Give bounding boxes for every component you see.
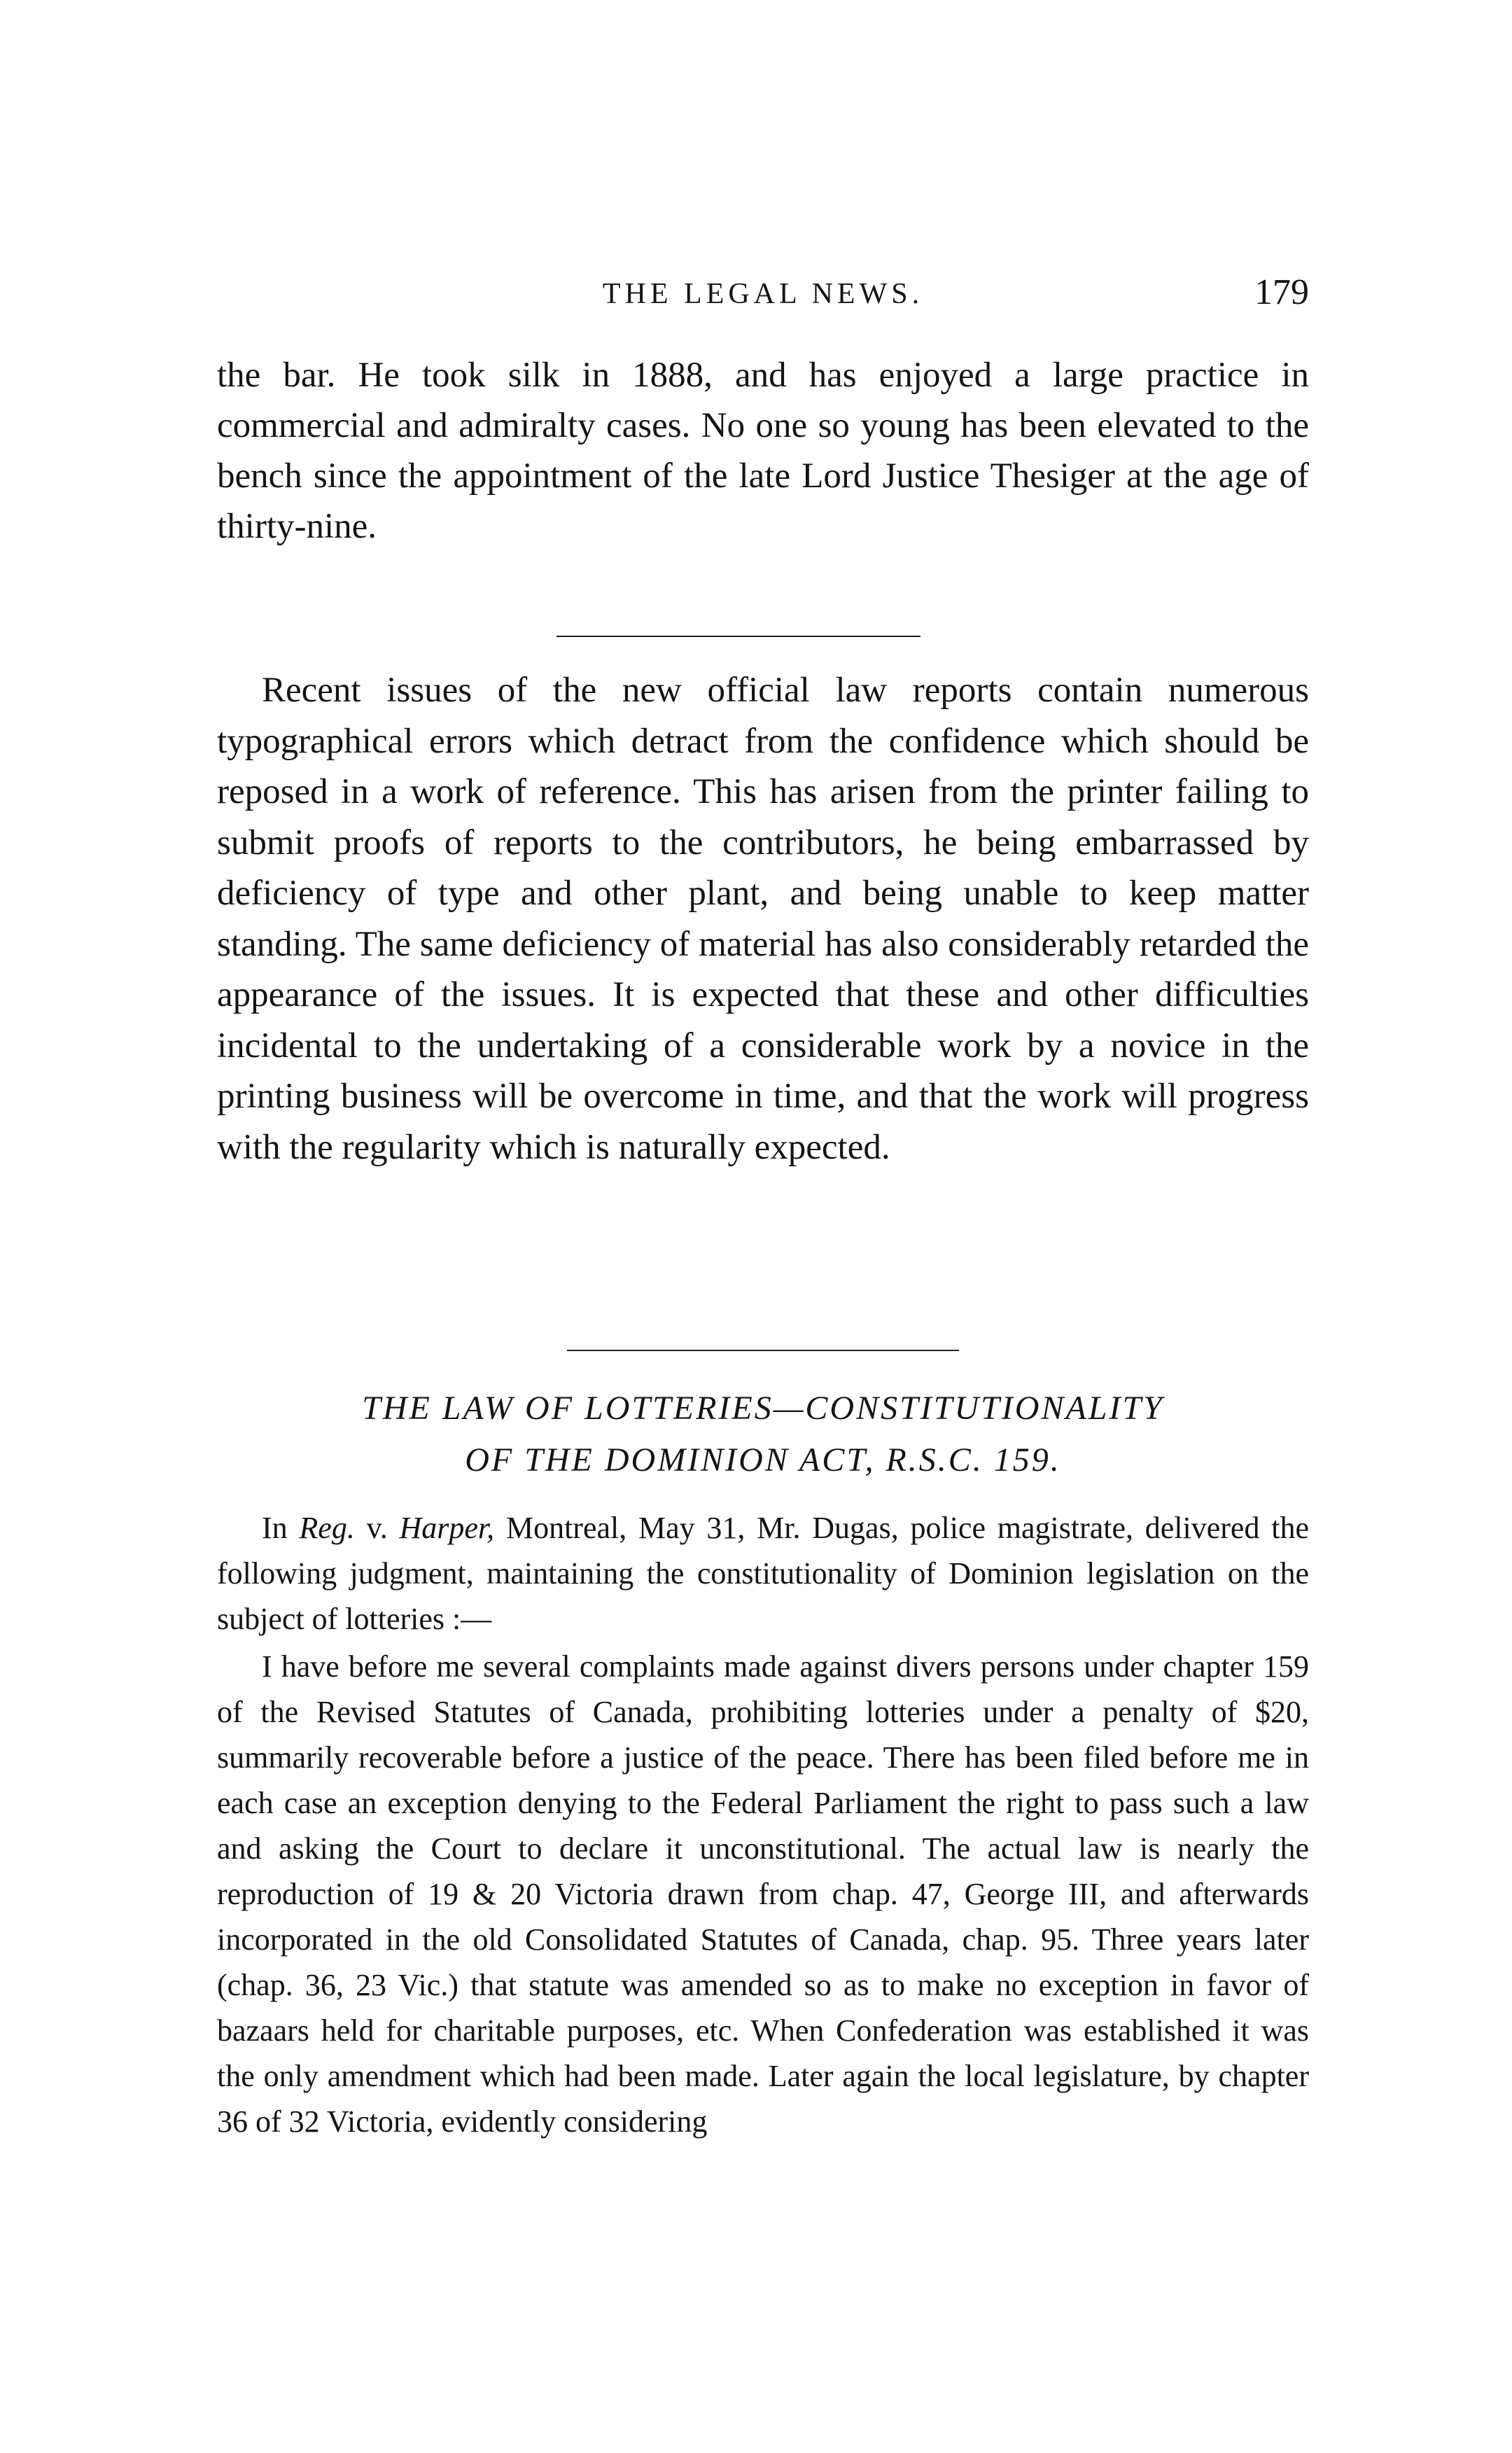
article-title-line: THE LAW OF LOTTERIES—CONSTITUTIONALITY (362, 1390, 1164, 1427)
paragraph-continuation: the bar. He took silk in 1888, and has enjoyed a large practice in commercial and admiralty cases. No one so young has been elevated to the bench since the appointment of the late Lord Justice Thesiger at the age of thirty-nine. (217, 356, 1309, 546)
article-title-line: OF THE DOMINION ACT, R.S.C. 159. (465, 1441, 1061, 1479)
page-number: 179 (1254, 272, 1309, 312)
article-title (217, 1383, 1309, 1486)
paragraph-case-intro (217, 1505, 1309, 1642)
case-name: Reg. (299, 1511, 355, 1545)
intro-rest: Montreal, May 31, Mr. Dugas, police magistrate, delivered the following judgment, maintaining the constitutionality of Dominion legislation on the subject of lotteries :— (217, 1511, 1309, 1636)
running-head (217, 272, 1309, 321)
case-name: Harper, (399, 1511, 495, 1545)
section-divider (567, 1350, 959, 1351)
running-title: THE LEGAL NEWS. (602, 278, 924, 310)
section-divider (556, 636, 920, 637)
paragraph-law-reports: Recent issues of the new official law reports contain numerous typographical errors which detract from the confidence which should be reposed in a work of reference. This has arisen from the printer failing to submit proofs of reports to the contributors, he being embarrassed by deficiency of type and other plant, and being unable to keep matter standing. The same deficiency of material has also considerably retarded the appearance of the issues. It is expected that these and other difficulties incidental to the undertaking of a considerable work by a novice in the printing business will be overcome in time, and that the work will progress with the regularity which is naturally expected. (217, 671, 1309, 1167)
paragraph-judgment: I have before me several complaints made against divers persons under chapter 159 of the Revised Statutes of Canada, prohibiting lotteries under a penalty of $20, summarily recoverable before a justice of the peace. There has been filed before me in each case an exception denying to the Federal Parliament the right to pass such a law and asking the Court to declare it unconstitutional. The actual law is nearly the reproduction of 19 & 20 Victoria drawn from chap. 47, George III, and afterwards incorporated in the old Consolidated Statutes of Canada, chap. 95. Three years later (chap. 36, 23 Vic.) that statute was amended so as to make no exception in favor of bazaars held for charitable purposes, etc. When Confederation was established it was the only amendment which had been made. Later again the local legislature, by chapter 36 of 32 Victoria, evidently considering (217, 1649, 1309, 2139)
versus: v. (354, 1511, 400, 1545)
intro-lead: In (262, 1511, 300, 1545)
